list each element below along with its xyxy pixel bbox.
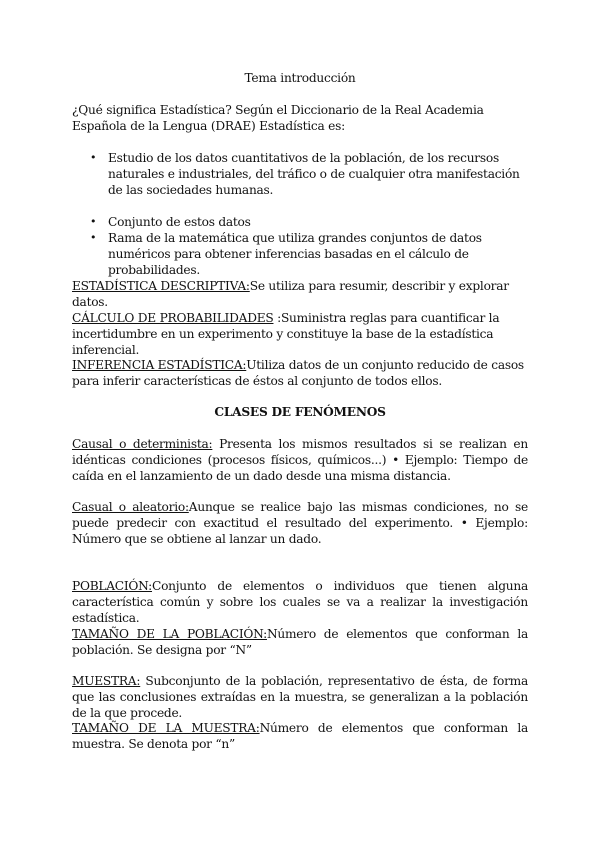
intro-paragraph: ¿Qué significa Estadística? Según el Diccionario de la Real Academia Española de la Lengua (DRAE) Estadística es:: [72, 103, 484, 133]
definition-text: Subconjunto de la población, representativo de ésta, de forma que las conclusiones extraídas en la muestra, se generalizan a la población de la que procede.: [72, 674, 528, 720]
definition-text: Se utiliza para resumir, describir y explorar datos.: [72, 279, 509, 309]
definition-tamano-muestra: [72, 720, 528, 752]
definition-text: Número de elementos que conforman la población. Se designa por “N”: [72, 627, 528, 657]
definition-text: :Suministra reglas para cuantificar la incertidumbre en un experimento y constituye la base de la estadística inferencial.: [72, 311, 500, 357]
definition-term: ESTADÍSTICA DESCRIPTIVA:: [72, 279, 250, 293]
bullet-item: • Conjunto de estos datos: [72, 214, 528, 230]
phenomenon-text: Presenta los mismos resultados si se realizan en idénticas condiciones (procesos físicos, químicos...) • Ejemplo: Tiempo de caída en el lanzamiento de un dado desde una misma distancia.: [72, 437, 528, 483]
definition-tamano-poblacion: [72, 626, 528, 658]
definition-inferencia-estadistica: [72, 357, 528, 389]
bullet-list-2: [72, 214, 528, 278]
phenomenon-text: Aunque se realice bajo las mismas condiciones, no se puede predecir con exactitud el resultado del experimento. • Ejemplo: Número que se obtiene al lanzar un dado.: [72, 500, 528, 546]
definition-term: POBLACIÓN:: [72, 579, 153, 593]
definition-term: TAMAÑO DE LA MUESTRA:: [72, 721, 260, 735]
definition-muestra: [72, 673, 528, 721]
phenomenon-aleatorio: [72, 499, 528, 547]
phenomenon-term: Causal o determinista:: [72, 437, 213, 451]
definition-term: INFERENCIA ESTADÍSTICA:: [72, 358, 247, 372]
bullet-item: • Estudio de los datos cuantitativos de la población, de los recursos naturales e industriales, del tráfico o de cualquier otra manifestación de las sociedades humanas.: [72, 150, 528, 198]
definition-term: TAMAÑO DE LA POBLACIÓN:: [72, 627, 267, 641]
phenomenon-causal: [72, 436, 528, 484]
definition-text: Número de elementos que conforman la muestra. Se denota por “n”: [72, 721, 528, 751]
bullet-list: [72, 150, 528, 198]
phenomenon-term: Casual o aleatorio:: [72, 500, 189, 514]
bullet-item: • Rama de la matemática que utiliza grandes conjuntos de datos numéricos para obtener inferencias basadas en el cálculo de probabilidades.: [72, 230, 528, 278]
section-heading: CLASES DE FENÓMENOS: [214, 405, 386, 419]
definition-estadistica-descriptiva: [72, 278, 528, 310]
definition-calculo-probabilidades: [72, 310, 528, 358]
definition-text: Utiliza datos de un conjunto reducido de casos para inferir características de éstos al conjunto de todos ellos.: [72, 358, 524, 388]
definition-term: CÁLCULO DE PROBABILIDADES: [72, 311, 274, 325]
document-title: Tema introducción: [244, 71, 356, 85]
definition-term: MUESTRA:: [72, 674, 141, 688]
definition-poblacion: [72, 578, 528, 626]
definition-text: Conjunto de elementos o individuos que tienen alguna característica común y sobre los cuales se va a realizar la investigación estadística.: [72, 579, 528, 625]
